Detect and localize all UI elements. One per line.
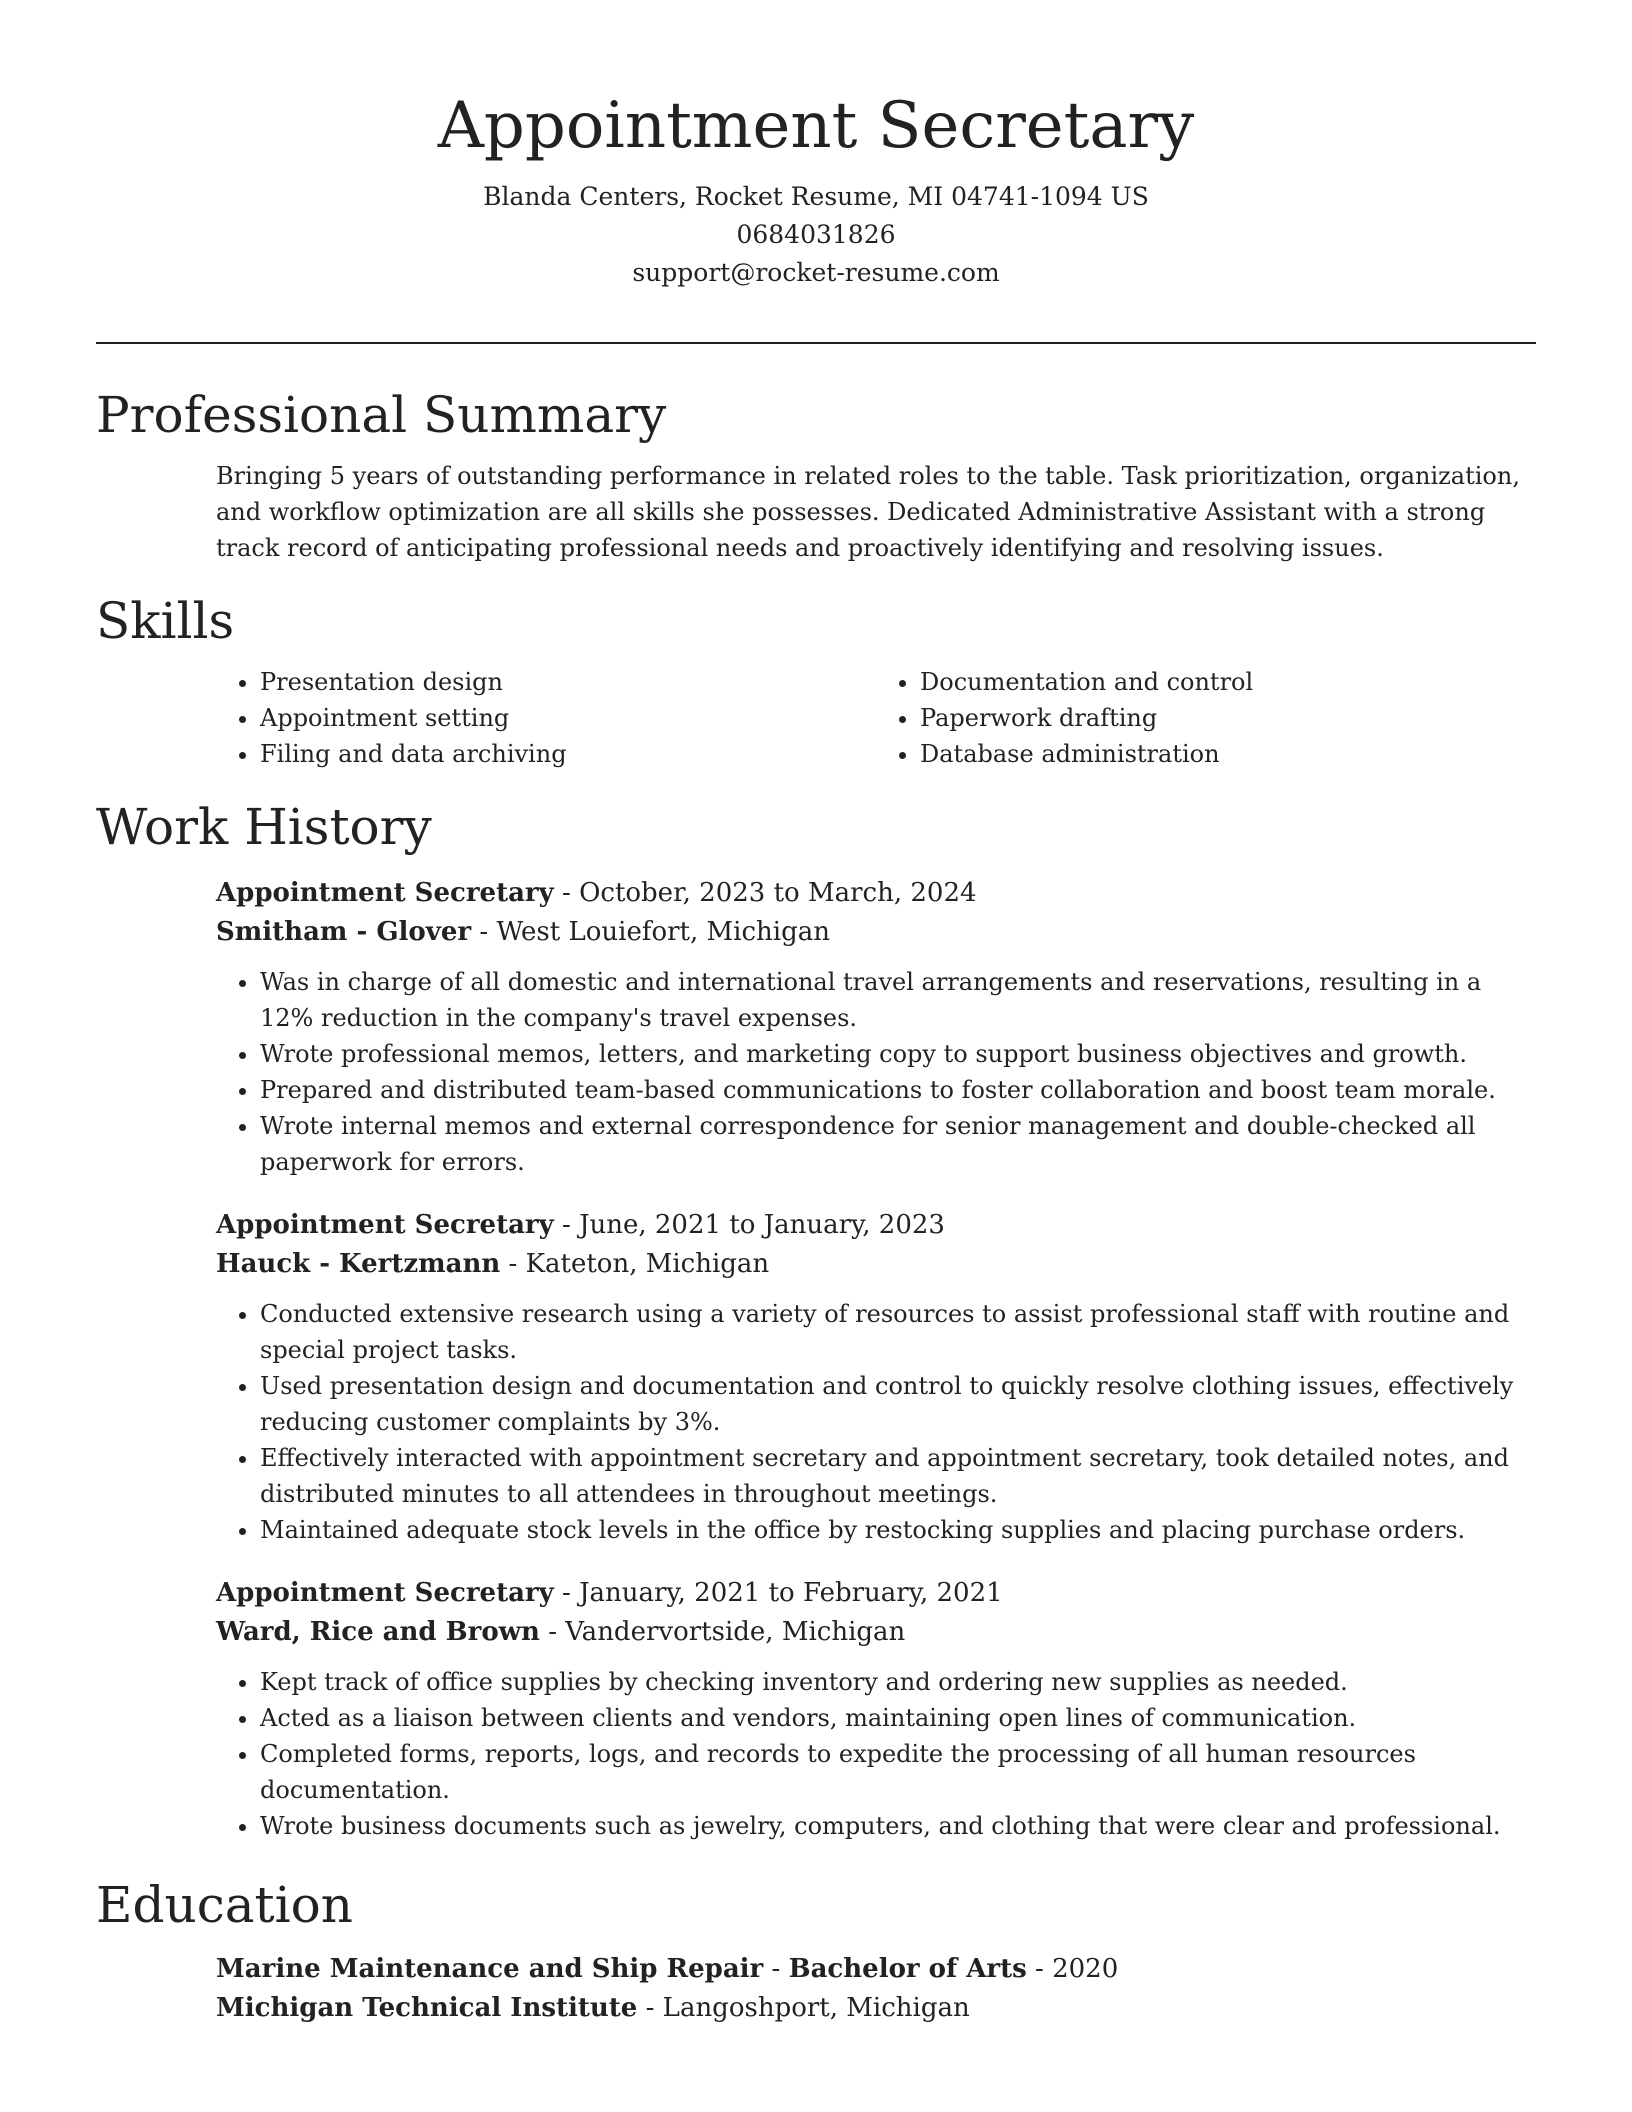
job-bullet: • Wrote internal memos and external correspondence for senior management and double-checked all paperwork for errors. xyxy=(260,1108,1536,1180)
job-company-line: Smitham - Glover - West Louiefort, Michigan xyxy=(216,917,830,947)
education-location: Langoshport, Michigan xyxy=(662,1993,970,2023)
skill-item: • Database administration xyxy=(920,736,1536,772)
job-role: Appointment Secretary xyxy=(216,1210,554,1240)
job-title-line: Appointment Secretary - January, 2021 to February, 2021 xyxy=(216,1578,1003,1608)
job-bullet: • Prepared and distributed team-based communications to foster collaboration and boost team morale. xyxy=(260,1072,1536,1108)
skill-item: • Paperwork drafting xyxy=(920,700,1536,736)
education-school: Michigan Technical Institute xyxy=(216,1993,638,2023)
phone: 0684031826 xyxy=(736,220,896,249)
job-company: Smitham - Glover xyxy=(216,917,472,947)
education-field: Marine Maintenance and Ship Repair xyxy=(216,1954,764,1984)
job-bullet: • Completed forms, reports, logs, and records to expedite the processing of all human resources documentation. xyxy=(260,1736,1536,1808)
job-dates: January, 2021 to February, 2021 xyxy=(579,1578,1003,1608)
job-entry xyxy=(216,874,1536,1180)
skill-item: • Presentation design xyxy=(260,664,876,700)
job-title-line: Appointment Secretary - June, 2021 to January, 2023 xyxy=(216,1210,945,1240)
work-history-heading: Work History xyxy=(96,798,432,856)
contact-info xyxy=(0,178,1632,292)
skill-item: • Appointment setting xyxy=(260,700,876,736)
job-entry xyxy=(216,1574,1536,1844)
skills-list xyxy=(216,664,1536,772)
resume-header xyxy=(0,84,1632,292)
job-bullet: • Wrote professional memos, letters, and marketing copy to support business objectives and growth. xyxy=(260,1036,1536,1072)
skills-column-left xyxy=(216,664,876,772)
education-heading: Education xyxy=(96,1876,353,1934)
education-degree: Bachelor of Arts xyxy=(788,1954,1027,1984)
job-location: Kateton, Michigan xyxy=(525,1249,770,1279)
job-location: West Louiefort, Michigan xyxy=(496,917,830,947)
job-company-line: Hauck - Kertzmann - Kateton, Michigan xyxy=(216,1249,770,1279)
job-bullet: • Conducted extensive research using a variety of resources to assist professional staff with routine and special project tasks. xyxy=(260,1296,1536,1368)
job-bullets xyxy=(216,1296,1536,1548)
skills-column-right xyxy=(876,664,1536,772)
job-dates: June, 2021 to January, 2023 xyxy=(579,1210,945,1240)
job-role: Appointment Secretary xyxy=(216,878,554,908)
skill-item: • Documentation and control xyxy=(920,664,1536,700)
job-bullet: • Wrote business documents such as jewelry, computers, and clothing that were clear and professional. xyxy=(260,1808,1536,1844)
job-bullet: • Used presentation design and documentation and control to quickly resolve clothing issues, effectively reducing customer complaints by 3%. xyxy=(260,1368,1536,1440)
job-bullets xyxy=(216,1664,1536,1844)
job-bullets xyxy=(216,964,1536,1180)
summary-heading: Professional Summary xyxy=(96,386,667,444)
education-degree-line: Marine Maintenance and Ship Repair - Bachelor of Arts - 2020 xyxy=(216,1954,1119,1984)
job-title-line: Appointment Secretary - October, 2023 to March, 2024 xyxy=(216,878,977,908)
job-bullet: • Was in charge of all domestic and international travel arrangements and reservations, resulting in a 12% reduction in the company's travel expenses. xyxy=(260,964,1536,1036)
job-company-line: Ward, Rice and Brown - Vandervortside, Michigan xyxy=(216,1617,906,1647)
education-entry xyxy=(216,1950,1536,2028)
email: support@rocket-resume.com xyxy=(632,258,1000,287)
job-role: Appointment Secretary xyxy=(216,1578,554,1608)
job-location: Vandervortside, Michigan xyxy=(565,1617,906,1647)
address: Blanda Centers, Rocket Resume, MI 04741-1094 US xyxy=(483,182,1149,211)
job-bullet: • Acted as a liaison between clients and vendors, maintaining open lines of communication. xyxy=(260,1700,1536,1736)
resume-body xyxy=(96,380,1536,2054)
education-year: 2020 xyxy=(1052,1954,1119,1984)
job-entry xyxy=(216,1206,1536,1548)
candidate-name: Appointment Secretary xyxy=(437,89,1195,163)
job-dates: October, 2023 to March, 2024 xyxy=(579,878,977,908)
job-bullet: • Kept track of office supplies by checking inventory and ordering new supplies as needed. xyxy=(260,1664,1536,1700)
job-company: Hauck - Kertzmann xyxy=(216,1249,501,1279)
education-school-line: Michigan Technical Institute - Langoshport, Michigan xyxy=(216,1993,970,2023)
job-bullet: • Maintained adequate stock levels in the office by restocking supplies and placing purchase orders. xyxy=(260,1512,1536,1548)
header-divider xyxy=(96,342,1536,344)
skill-item: • Filing and data archiving xyxy=(260,736,876,772)
summary-text: Bringing 5 years of outstanding performance in related roles to the table. Task prioritization, organization, and workflow optimization are all skills she possesses. Dedicated Administrative Assistant with a strong track record of anticipating professional needs and proactively identifying and resolving issues. xyxy=(216,462,1520,562)
job-bullet: • Effectively interacted with appointment secretary and appointment secretary, took detailed notes, and distributed minutes to all attendees in throughout meetings. xyxy=(260,1440,1536,1512)
skills-heading: Skills xyxy=(96,592,235,650)
job-company: Ward, Rice and Brown xyxy=(216,1617,540,1647)
